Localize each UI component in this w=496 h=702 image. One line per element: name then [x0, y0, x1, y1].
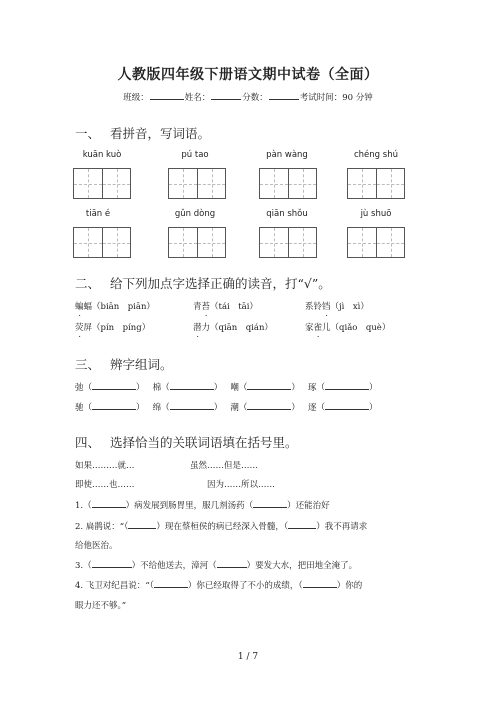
pron-item-6[interactable]: 家雀儿（qiǎo què）: [305, 323, 391, 333]
q3-blank-1[interactable]: [92, 559, 132, 568]
q4-blank-1[interactable]: [154, 579, 188, 588]
question-2-cont: 给他医治。: [75, 541, 118, 551]
writing-grid-5[interactable]: [73, 227, 131, 258]
writing-grid-4[interactable]: [347, 168, 405, 199]
zuci-blank[interactable]: [170, 381, 214, 390]
writing-grid-6[interactable]: [168, 227, 226, 258]
zuci-blank[interactable]: [325, 401, 369, 410]
page-title: 人教版四年级下册语文期中试卷（全面）: [117, 67, 379, 83]
writing-grid-2[interactable]: [168, 168, 226, 199]
question-3: 3.（ ）不给他送去，漳河（ ）要发大水，把田地全淹了。: [75, 561, 358, 571]
pron-item-3[interactable]: 系铃铛（jì xì）: [305, 302, 369, 312]
zuci-blank[interactable]: [325, 381, 369, 390]
zuci-blank[interactable]: [170, 401, 214, 410]
conj-option-1: 如果………就…: [75, 461, 135, 471]
zuci-blank[interactable]: [247, 401, 291, 410]
conj-option-2: 虽然……但是……: [190, 461, 259, 471]
page-number: 1 / 7: [237, 652, 259, 662]
question-2: 2. 扁鹊说：“（ ）现在蔡桓侯的病已经深入骨髓，（ ）我不再请求: [75, 522, 368, 532]
q1-blank-2[interactable]: [253, 499, 287, 508]
zuci-row-1: 弛（ ） 棉（ ） 嘲（ ） 琢（ ）: [75, 383, 378, 393]
pinyin-5: tiān é: [85, 209, 111, 219]
pron-item-1[interactable]: 蝙蝠（biān piān）: [75, 302, 155, 312]
q4-blank-2[interactable]: [303, 579, 337, 588]
q3-blank-2[interactable]: [217, 559, 247, 568]
student-info: [0, 91, 496, 103]
pinyin-1: kuān kuò: [82, 150, 122, 160]
writing-grid-7[interactable]: [259, 227, 317, 258]
score-label: 分数：: [242, 93, 268, 103]
name-blank[interactable]: [211, 91, 241, 100]
name-label: 姓名：: [184, 93, 211, 103]
section-2-heading: 二、 给下列加点字选择正确的读音，打“√”。: [75, 276, 331, 291]
zuci-blank[interactable]: [92, 381, 136, 390]
writing-grid-1[interactable]: [73, 168, 131, 199]
conj-option-4: 因为……所以……: [207, 480, 276, 490]
pinyin-2: pú tao: [181, 150, 209, 160]
pron-item-4[interactable]: 荧屏（pín píng）: [75, 323, 151, 333]
pinyin-3: pàn wàng: [266, 150, 308, 160]
class-label: 班级：: [123, 93, 149, 103]
question-4: 4. 飞卫对纪昌说：“（ ）你已经取得了不小的成绩，（ ）你的: [75, 581, 363, 591]
pron-item-5[interactable]: 潜力（qiān qián）: [193, 323, 273, 333]
pinyin-7: qiān shǒu: [266, 209, 308, 219]
q2-blank-1[interactable]: [128, 520, 156, 529]
zuci-row-2: 驰（ ） 绵（ ） 潮（ ） 逐（ ）: [75, 403, 378, 413]
writing-grid-3[interactable]: [259, 168, 317, 199]
zuci-blank[interactable]: [247, 381, 291, 390]
question-4-cont: 眼力还不够。”: [75, 601, 127, 611]
question-1: 1.（ ）病发展到肠胃里，服几剂汤药（ ）还能治好: [75, 501, 330, 511]
pron-item-2[interactable]: 青苔（tái tāi）: [193, 302, 258, 312]
pinyin-8: jù shuō: [360, 209, 392, 219]
pinyin-4: chéng shú: [354, 150, 398, 160]
q2-blank-2[interactable]: [288, 520, 316, 529]
q1-blank-1[interactable]: [92, 499, 126, 508]
score-blank[interactable]: [269, 91, 299, 100]
zuci-blank[interactable]: [92, 401, 136, 410]
class-blank[interactable]: [150, 91, 184, 100]
section-4-heading: 四、 选择恰当的关联词语填在括号里。: [75, 435, 298, 450]
section-3-heading: 三、 辨字组词。: [75, 357, 173, 372]
writing-grid-8[interactable]: [347, 227, 405, 258]
pinyin-6: gǔn dòng: [174, 209, 216, 219]
section-1-heading: 一、 看拼音，写词语。: [75, 126, 211, 141]
conj-option-3: 即使……也……: [75, 480, 135, 490]
time-label: 考试时间：90 分钟: [299, 93, 373, 103]
